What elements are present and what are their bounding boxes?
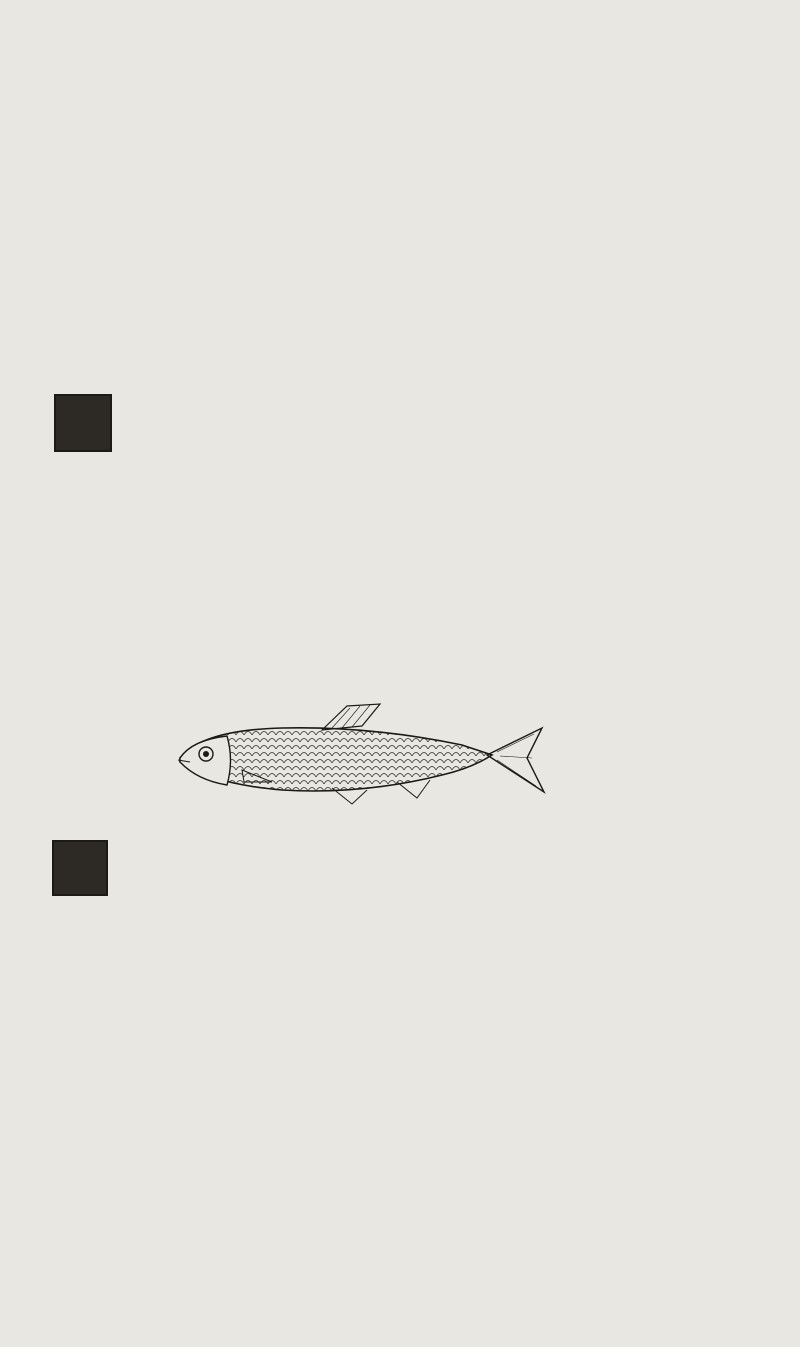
decorated-initial-c (52, 840, 108, 896)
fish-woodcut-illustration (172, 700, 552, 810)
decorated-initial-s (54, 394, 112, 452)
